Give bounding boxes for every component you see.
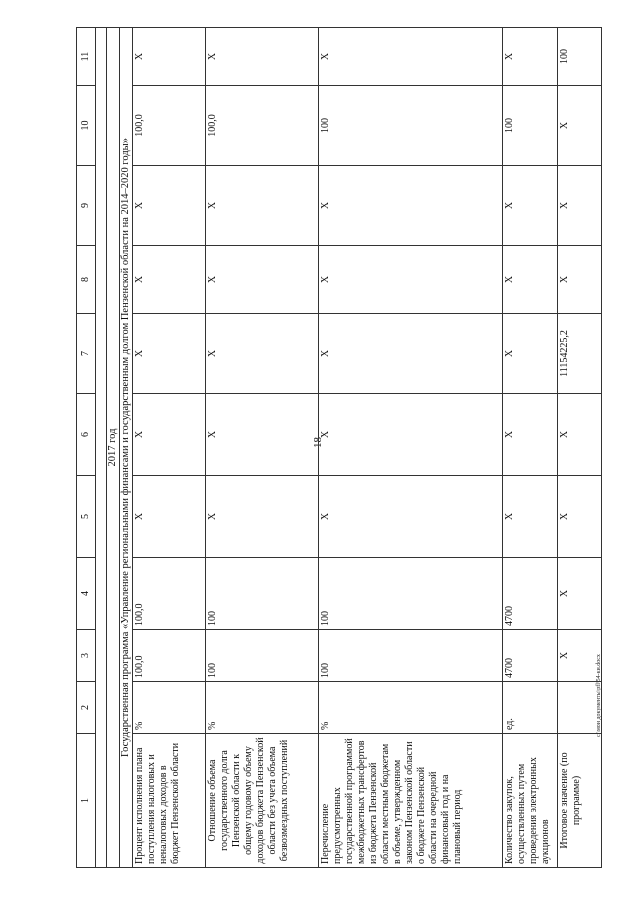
table-cell: Х [557, 394, 601, 476]
table-row [133, 28, 206, 868]
table-cell: 100 [557, 28, 601, 86]
page-number: 18 [312, 437, 324, 448]
program-title: Государственная программа «Управление региональными финансами и государственным долгом Пензенской области на 2014–2020 годы» [120, 28, 133, 868]
table-cell: 100,0 [206, 86, 319, 166]
table-cell: Х [557, 476, 601, 558]
col-number-1: 1 [77, 734, 96, 868]
table-cell: 100 [206, 558, 319, 630]
table-row [557, 28, 601, 868]
table-cell: Х [502, 394, 557, 476]
indicator-name: Итоговое значение (по программе) [557, 734, 601, 868]
col-number-11: 11 [77, 28, 96, 86]
col-number-6: 6 [77, 394, 96, 476]
table-cell: 100 [319, 558, 502, 630]
table-cell: Х [206, 246, 319, 314]
table-row [319, 28, 502, 868]
indicator-name: Перечисление предусмотренных государственной программой межбюджетных трансфертов из бюджета Пензенской области местным бюджетам в объеме, утвержденном законом Пензенской области о бюджете Пензенской области на очередной финансовый год и на плановый период [319, 734, 502, 868]
table-cell: Х [557, 630, 601, 682]
table-cell: Х [206, 394, 319, 476]
col-number-8: 8 [77, 246, 96, 314]
table-cell: Х [557, 246, 601, 314]
year-row [107, 28, 120, 868]
indicator-unit [557, 682, 601, 734]
col-number-9: 9 [77, 166, 96, 246]
table-row [206, 28, 319, 868]
col-number-3: 3 [77, 630, 96, 682]
table-cell: Х [133, 394, 206, 476]
indicators-table [76, 27, 602, 868]
table-cell: Х [133, 246, 206, 314]
indicator-unit: % [319, 682, 502, 734]
table-cell: 100,0 [133, 86, 206, 166]
table-cell: Х [557, 86, 601, 166]
table-cell: Х [319, 166, 502, 246]
table-cell: Х [206, 166, 319, 246]
table-cell: Х [206, 314, 319, 394]
col-number-7: 7 [77, 314, 96, 394]
rotated-table-container [76, 28, 602, 868]
table-cell: Х [133, 476, 206, 558]
table-cell: Х [502, 314, 557, 394]
indicator-unit: ед. [502, 682, 557, 734]
indicator-name: Процент исполнения плана поступления налоговых и неналоговых доходов в бюджет Пензенской области [133, 734, 206, 868]
table-cell: Х [502, 166, 557, 246]
table-cell: Х [557, 166, 601, 246]
table-cell: Х [502, 246, 557, 314]
table-cell: 100 [206, 630, 319, 682]
table-cell: Х [133, 28, 206, 86]
table-cell: 100 [319, 630, 502, 682]
table-cell: Х [319, 476, 502, 558]
table-cell: 100,0 [133, 558, 206, 630]
program-row [120, 28, 133, 868]
table-cell: Х [502, 28, 557, 86]
footer-file-path: c:\мои документы\pfl\54-ки.docx [596, 654, 602, 737]
table-cell: Х [319, 28, 502, 86]
table-cell: Х [319, 394, 502, 476]
table-cell: Х [206, 476, 319, 558]
table-cell: 4700 [502, 558, 557, 630]
section-year: 2017 год [107, 28, 120, 868]
table-cell: Х [319, 314, 502, 394]
table-cell: 4700 [502, 630, 557, 682]
table-cell: 100 [319, 86, 502, 166]
table-cell: Х [502, 476, 557, 558]
table-cell: Х [557, 558, 601, 630]
col-number-5: 5 [77, 476, 96, 558]
spacer-row [96, 28, 107, 868]
indicator-unit: % [206, 682, 319, 734]
col-number-4: 4 [77, 558, 96, 630]
spacer-cell [96, 28, 107, 868]
col-number-10: 10 [77, 86, 96, 166]
col-number-2: 2 [77, 682, 96, 734]
table-cell: Х [206, 28, 319, 86]
table-cell: 100 [502, 86, 557, 166]
table-cell: Х [133, 166, 206, 246]
table-cell: 100,0 [133, 630, 206, 682]
column-number-row [77, 28, 96, 868]
table-cell: Х [319, 246, 502, 314]
table-cell: 11154225,2 [557, 314, 601, 394]
table-cell: Х [133, 314, 206, 394]
table-row [502, 28, 557, 868]
indicator-unit: % [133, 682, 206, 734]
indicator-name: Отношение объема государственного долга Пензенской области к общему годовому объему доходов бюджета Пензенской области без учета объема безвозмездных поступлений [206, 734, 319, 868]
indicator-name: Количество закупок, осуществленных путем проведения электронных аукционов [502, 734, 557, 868]
